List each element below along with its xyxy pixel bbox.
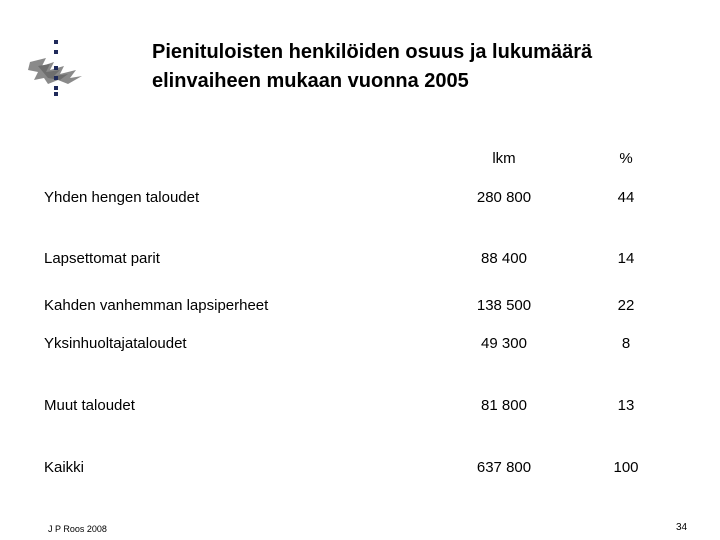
title-line-1: Pienituloisten henkilöiden osuus ja lukumäärä: [152, 41, 593, 63]
row-label: Muut taloudet: [44, 397, 135, 414]
row-label: Lapsettomat parit: [44, 250, 160, 267]
footer-author: J P Roos 2008: [48, 524, 107, 534]
row-count: 88 400: [481, 250, 527, 267]
row-count: 81 800: [481, 397, 527, 414]
row-count: 138 500: [476, 297, 532, 314]
row-percent: 14: [617, 250, 635, 267]
column-header-percent: %: [619, 150, 633, 167]
row-count: 49 300: [481, 335, 527, 352]
row-label: Yksinhuoltajataloudet: [44, 335, 187, 352]
row-count: 280 800: [476, 189, 532, 206]
row-label: Kahden vanhemman lapsiperheet: [44, 297, 269, 314]
page-number: 34: [676, 522, 688, 533]
row-label: Yhden hengen taloudet: [44, 189, 200, 206]
university-seal-icon: [24, 40, 88, 96]
title-line-2: elinvaiheen mukaan vuonna 2005: [152, 70, 469, 92]
column-header-count: lkm: [492, 150, 516, 167]
row-percent: 100: [613, 459, 639, 476]
row-percent: 8: [621, 335, 631, 352]
slide-title: [152, 38, 712, 96]
row-label: Kaikki: [44, 459, 85, 476]
row-percent: 22: [617, 297, 635, 314]
row-percent: 13: [617, 397, 635, 414]
row-count: 637 800: [476, 459, 532, 476]
row-percent: 44: [617, 189, 635, 206]
